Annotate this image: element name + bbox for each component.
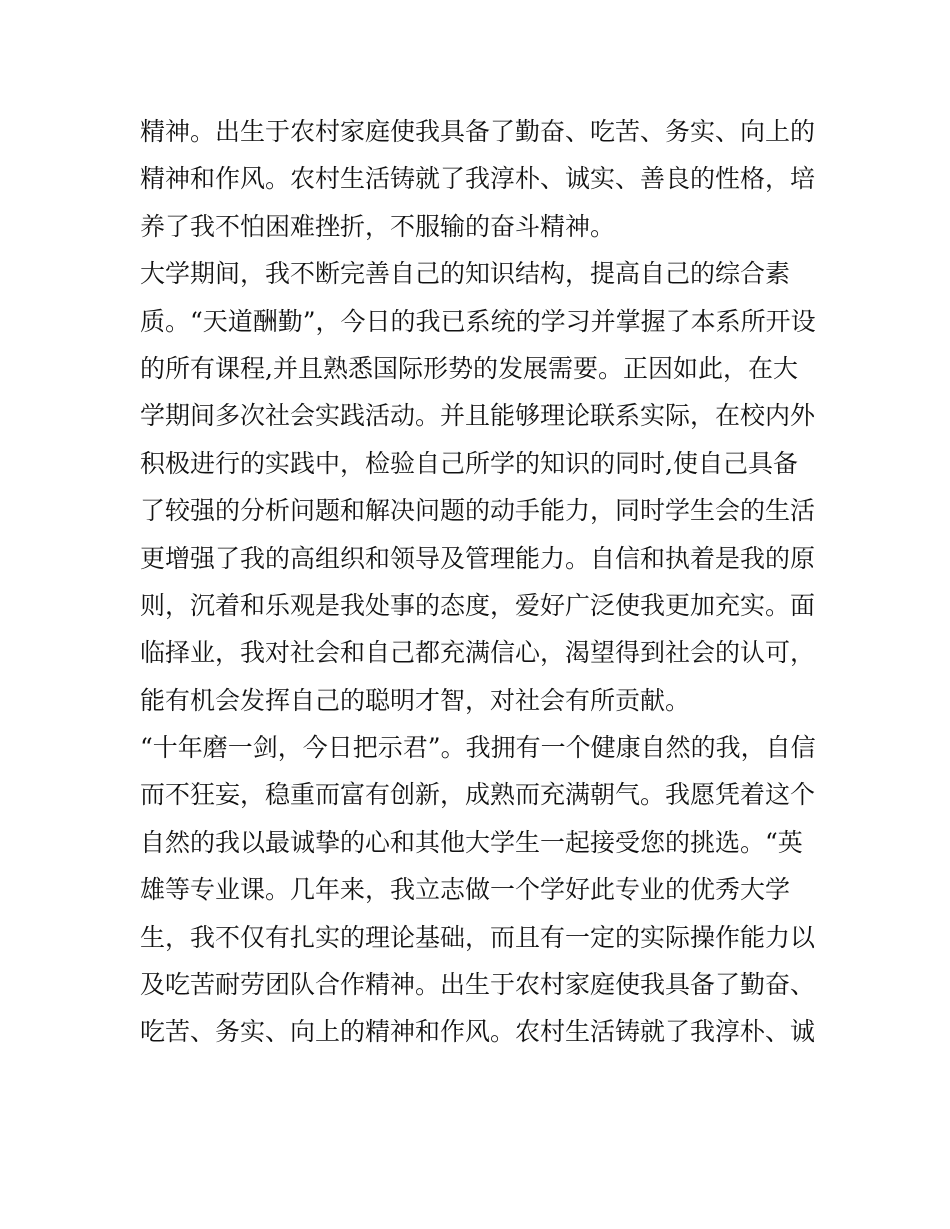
- text-line: 质。“天道酬勤”，今日的我已系统的学习并掌握了本系所开设: [140, 306, 816, 336]
- text-line: 临择业，我对社会和自己都充满信心，渴望得到社会的认可，: [140, 638, 816, 668]
- text-line: 能有机会发挥自己的聪明才智，对社会有所贡献。: [140, 685, 691, 715]
- text-line: 更增强了我的高组织和领导及管理能力。自信和执着是我的原: [140, 543, 816, 573]
- text-line: 雄等专业课。几年来，我立志做一个学好此专业的优秀大学: [140, 875, 791, 905]
- text-line: “十年磨一剑，今日把示君”。我拥有一个健康自然的我，自信: [140, 733, 816, 763]
- text-line: 而不狂妄，稳重而富有创新，成熟而充满朝气。我愿凭着这个: [140, 780, 816, 810]
- text-line: 生，我不仅有扎实的理论基础，而且有一定的实际操作能力以: [140, 922, 816, 952]
- text-line: 则，沉着和乐观是我处事的态度，爱好广泛使我更加充实。面: [140, 590, 816, 620]
- text-line: 学期间多次社会实践活动。并且能够理论联系实际，在校内外: [140, 401, 816, 431]
- text-line: 了较强的分析问题和解决问题的动手能力，同时学生会的生活: [140, 496, 816, 526]
- text-line: 养了我不怕困难挫折，不服输的奋斗精神。: [140, 211, 616, 241]
- text-line: 吃苦、务实、向上的精神和作风。农村生活铸就了我淳朴、诚: [140, 1017, 816, 1047]
- text-line: 积极进行的实践中，检验自己所学的知识的同时,使自己具备: [140, 448, 798, 478]
- text-line: 精神和作风。农村生活铸就了我淳朴、诚实、善良的性格，培: [140, 164, 816, 194]
- body-text: [140, 108, 820, 1056]
- text-line: 及吃苦耐劳团队合作精神。出生于农村家庭使我具备了勤奋、: [140, 970, 816, 1000]
- text-line: 的所有课程,并且熟悉国际形势的发展需要。正因如此，在大: [140, 353, 798, 383]
- text-line: 大学期间，我不断完善自己的知识结构，提高自己的综合素: [140, 259, 791, 289]
- text-line: 自然的我以最诚挚的心和其他大学生一起接受您的挑选。“英: [140, 827, 803, 857]
- text-line: 精神。出生于农村家庭使我具备了勤奋、吃苦、务实、向上的: [140, 117, 816, 146]
